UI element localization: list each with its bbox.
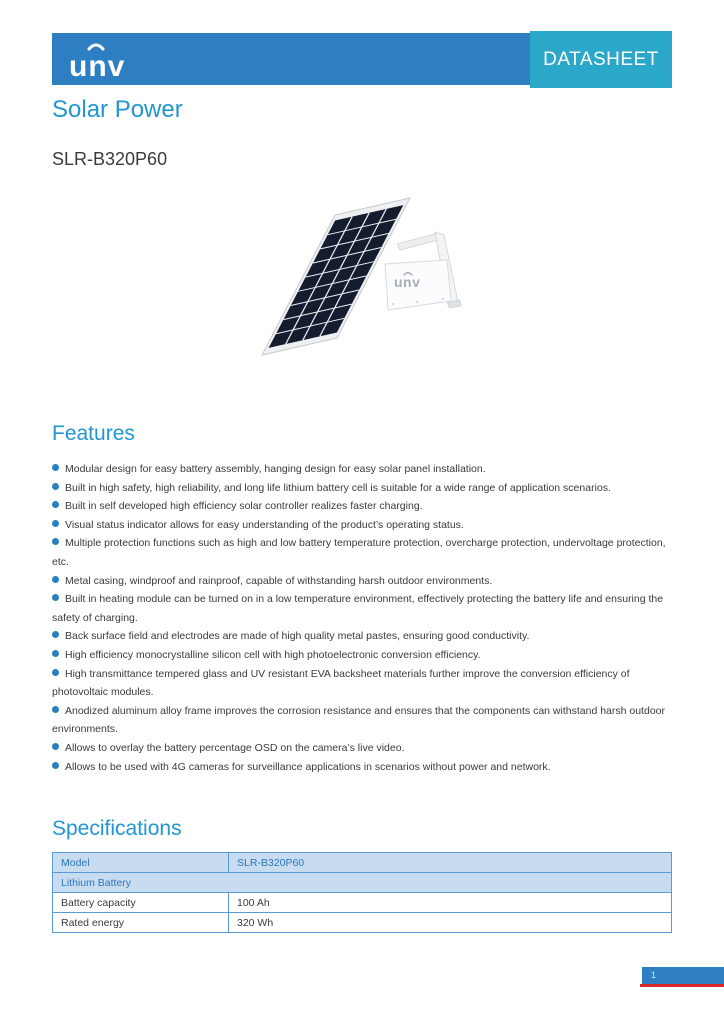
feature-text: Built in self developed high efficiency solar controller realizes faster charging.	[65, 500, 423, 513]
features-heading: Features	[52, 422, 135, 445]
model-code: SLR-B320P60	[52, 149, 168, 169]
feature-item	[52, 702, 672, 739]
header-bar	[52, 33, 672, 85]
feature-item	[52, 627, 672, 646]
table-row-model	[53, 853, 672, 873]
bullet-icon	[52, 538, 59, 545]
feature-text: Anodized aluminum alloy frame improves the corrosion resistance and ensures that the components can withstand harsh outdoor environments.	[52, 704, 665, 736]
feature-text: Visual status indicator allows for easy understanding of the product’s operating status.	[65, 518, 464, 531]
spec-label: Model	[53, 853, 229, 873]
table-row-battery-capacity	[53, 893, 672, 913]
table-row-section	[53, 873, 672, 893]
bullet-icon	[52, 501, 59, 508]
unv-logo-icon	[64, 38, 144, 82]
feature-text: Multiple protection functions such as high and low battery temperature protection, overcharge protection, undervoltage protection, etc.	[52, 537, 666, 568]
bullet-icon	[52, 464, 59, 471]
spec-label: Rated energy	[53, 913, 229, 933]
product-image	[52, 182, 672, 384]
feature-text: High efficiency monocrystalline silicon cell with high photoelectronic conversion efficiency.	[65, 648, 481, 661]
plate-logo-text: unv	[394, 274, 421, 290]
table-row-rated-energy	[53, 913, 672, 933]
bullet-icon	[52, 520, 59, 527]
feature-item	[52, 739, 672, 758]
spec-value: 100 Ah	[229, 893, 672, 913]
datasheet-badge: DATASHEET	[530, 31, 672, 88]
feature-item	[52, 758, 672, 777]
feature-item	[52, 479, 672, 498]
logo-text: unv	[69, 50, 126, 82]
screw-dot	[442, 298, 444, 300]
feature-item	[52, 497, 672, 516]
feature-text: Built in heating module can be turned on in a low temperature environment, effectively protecting the battery life and ensuring the safety of charging.	[52, 593, 664, 624]
feature-item	[52, 590, 672, 627]
feature-text: Allows to overlay the battery percentage OSD on the camera’s live video.	[65, 741, 405, 754]
feature-text: High transmittance tempered glass and UV resistant EVA backsheet materials further improve the conversion efficiency of photovoltaic modules.	[52, 667, 630, 699]
bullet-icon	[52, 669, 59, 676]
specifications-heading: Specifications	[52, 817, 182, 841]
feature-item	[52, 460, 672, 479]
feature-text: Metal casing, windproof and rainproof, capable of withstanding harsh outdoor environments.	[65, 574, 493, 587]
bracket-arm	[397, 234, 438, 250]
bullet-icon	[52, 594, 59, 601]
spec-section-label: Lithium Battery	[53, 873, 672, 893]
screw-dot	[416, 301, 418, 303]
feature-text: Built in high safety, high reliability, and long life lithium battery cell is suitable for a wide range of application scenarios.	[65, 481, 611, 494]
bullet-icon	[52, 631, 59, 638]
feature-item	[52, 572, 672, 591]
feature-item	[52, 665, 672, 702]
bullet-icon	[52, 743, 59, 750]
spec-value: 320 Wh	[229, 913, 672, 933]
features-list	[52, 460, 672, 776]
bullet-icon	[52, 650, 59, 657]
footer-red-line	[640, 984, 724, 987]
specifications-table	[52, 852, 672, 933]
feature-item	[52, 516, 672, 535]
feature-item	[52, 646, 672, 665]
bullet-icon	[52, 483, 59, 490]
spec-value: SLR-B320P60	[229, 853, 672, 873]
spec-label: Battery capacity	[53, 893, 229, 913]
page-number-badge: 1	[642, 967, 724, 984]
page-title: Solar Power	[52, 96, 183, 123]
feature-text: Allows to be used with 4G cameras for surveillance applications in scenarios without power and network.	[65, 760, 551, 773]
bullet-icon	[52, 706, 59, 713]
feature-item	[52, 534, 672, 571]
feature-text: Back surface field and electrodes are made of high quality metal pastes, ensuring good conductivity.	[65, 630, 530, 643]
bullet-icon	[52, 576, 59, 583]
bullet-icon	[52, 762, 59, 769]
solar-panel-illustration	[247, 182, 477, 384]
screw-dot	[392, 303, 394, 305]
feature-text: Modular design for easy battery assembly, hanging design for easy solar panel installation.	[65, 463, 486, 475]
logo-arc	[89, 45, 103, 49]
